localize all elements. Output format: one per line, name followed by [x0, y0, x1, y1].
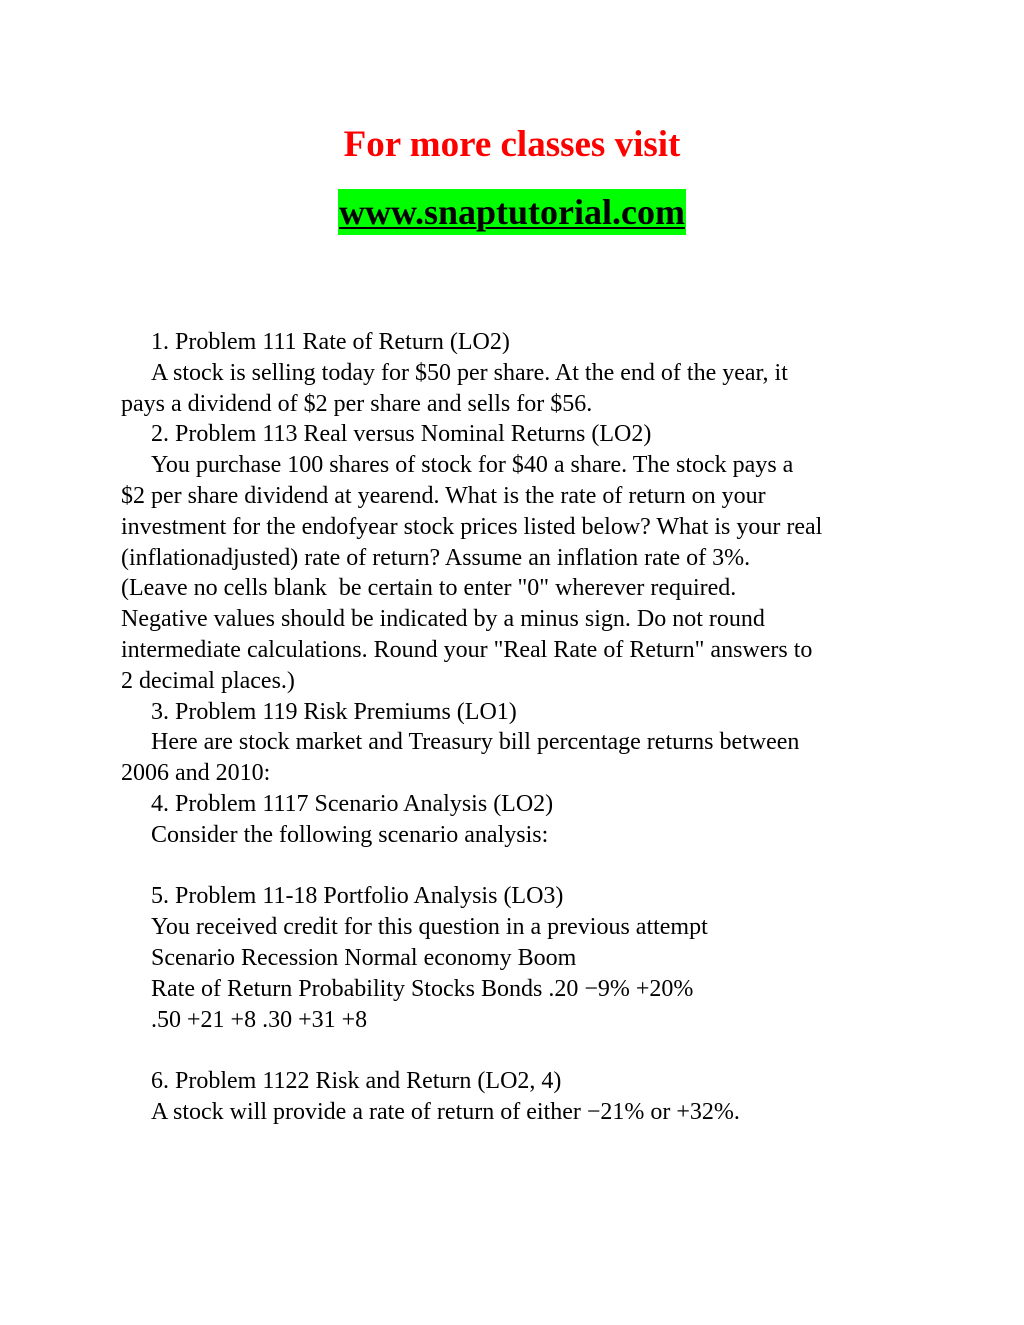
- problem-text: Here are stock market and Treasury bill percentage returns between: [151, 729, 800, 756]
- problem-heading: 4. Problem 1117 Scenario Analysis (LO2): [151, 790, 554, 817]
- problem-heading: 6. Problem 1122 Risk and Return (LO2, 4): [151, 1068, 562, 1095]
- problem-heading: 1. Problem 111 Rate of Return (LO2): [151, 329, 510, 355]
- problem-text: You received credit for this question in a previous attempt: [151, 914, 708, 941]
- website-link[interactable]: www.snaptutorial.com: [338, 189, 686, 235]
- problem-text: A stock will provide a rate of return of either −21% or +32%.: [151, 1098, 740, 1125]
- problem-text: Rate of Return Probability Stocks Bonds .20 −9% +20%: [151, 975, 694, 1002]
- problem-text: .50 +21 +8 .30 +31 +8: [151, 1006, 368, 1033]
- problem-text: investment for the endofyear stock prices listed below? What is your real: [121, 513, 823, 540]
- page-header: [0, 121, 1024, 243]
- problem-text: Scenario Recession Normal economy Boom: [151, 944, 577, 971]
- problem-text: $2 per share dividend at yearend. What is the rate of return on your: [121, 482, 766, 509]
- problem-text: A stock is selling today for $50 per share. At the end of the year, it: [151, 359, 788, 386]
- problem-text: Consider the following scenario analysis:: [151, 821, 549, 848]
- problem-list: [121, 327, 911, 1128]
- problem-text: (Leave no cells blank be certain to enter "0" wherever required.: [121, 575, 737, 602]
- problem-heading: 3. Problem 119 Risk Premiums (LO1): [151, 698, 517, 725]
- blank-line: [121, 851, 911, 882]
- problem-text: 2 decimal places.): [121, 667, 295, 694]
- problem-text: pays a dividend of $2 per share and sells for $56.: [121, 390, 593, 417]
- blank-line: [121, 1035, 911, 1066]
- problem-heading: 2. Problem 113 Real versus Nominal Returns (LO2): [151, 421, 652, 448]
- problem-text: intermediate calculations. Round your "Real Rate of Return" answers to: [121, 636, 813, 663]
- problem-text: Negative values should be indicated by a minus sign. Do not round: [121, 606, 765, 633]
- problem-text: (inflationadjusted) rate of return? Assume an inflation rate of 3%.: [121, 544, 751, 571]
- problem-text: 2006 and 2010:: [121, 760, 271, 787]
- page-title: For more classes visit: [343, 124, 681, 165]
- problem-text: You purchase 100 shares of stock for $40 a share. The stock pays a: [151, 452, 794, 479]
- problem-heading: 5. Problem 11-18 Portfolio Analysis (LO3): [151, 883, 564, 910]
